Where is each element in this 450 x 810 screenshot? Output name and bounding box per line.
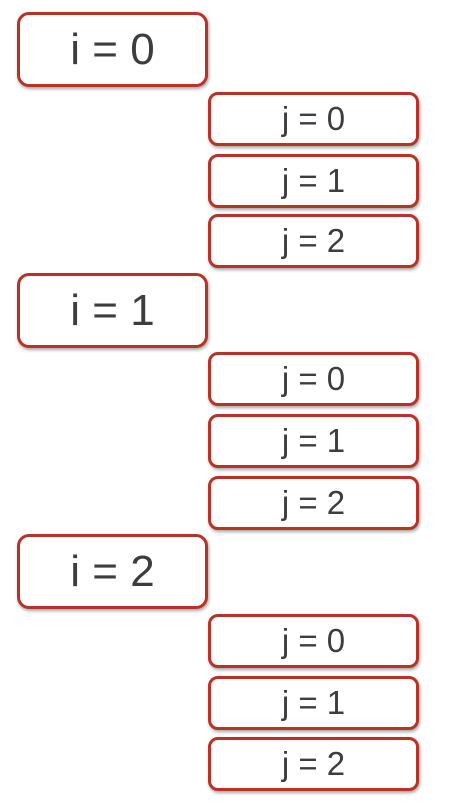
outer-loop-label: i = 2: [70, 546, 155, 596]
inner-loop-label: j = 1: [281, 422, 346, 459]
inner-loop-box-i1-j2: [208, 476, 419, 530]
inner-loop-label: j = 0: [281, 360, 346, 397]
inner-loop-label: j = 0: [281, 100, 346, 137]
inner-loop-box-i1-j1: [208, 414, 419, 468]
inner-loop-label: j = 2: [281, 222, 346, 259]
outer-loop-box-i2: [17, 534, 208, 609]
inner-loop-box-i1-j0: [208, 352, 419, 406]
inner-loop-label: j = 2: [281, 745, 346, 782]
inner-loop-label: j = 2: [281, 484, 346, 521]
inner-loop-box-i0-j2: [208, 214, 419, 268]
outer-loop-box-i1: [17, 273, 208, 348]
inner-loop-box-i2-j2: [208, 737, 419, 791]
outer-loop-label: i = 0: [70, 24, 155, 74]
inner-loop-label: j = 0: [281, 622, 346, 659]
inner-loop-box-i2-j1: [208, 676, 419, 730]
outer-loop-box-i0: [17, 12, 208, 87]
inner-loop-label: j = 1: [281, 684, 346, 721]
outer-loop-label: i = 1: [70, 285, 155, 335]
inner-loop-label: j = 1: [281, 162, 346, 199]
inner-loop-box-i2-j0: [208, 614, 419, 668]
inner-loop-box-i0-j1: [208, 154, 419, 208]
inner-loop-box-i0-j0: [208, 92, 419, 146]
